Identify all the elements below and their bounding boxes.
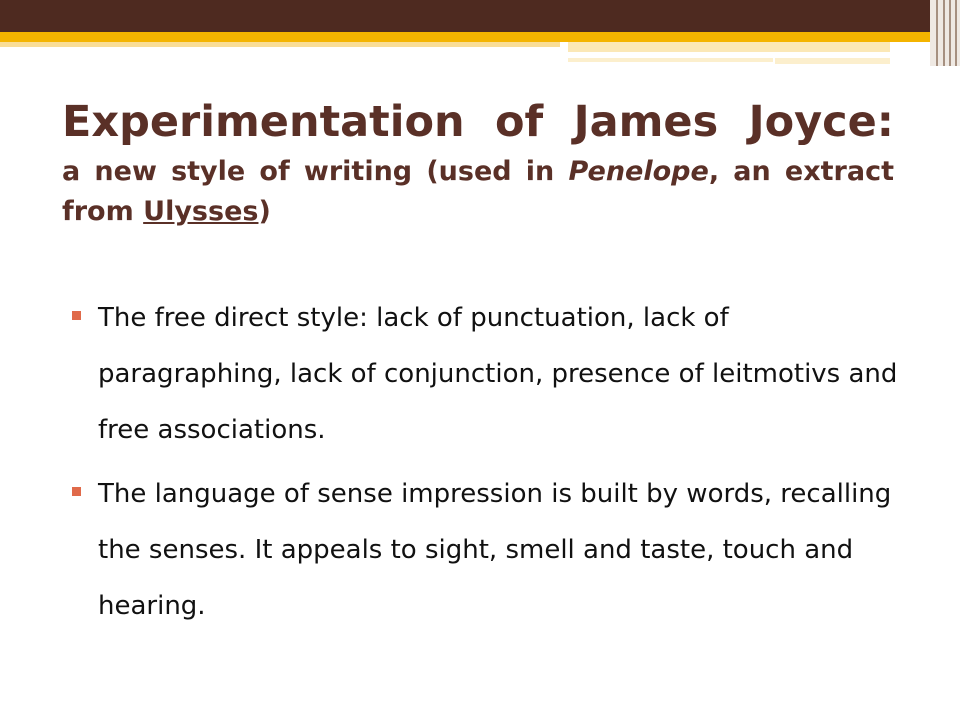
- bullet-text: The free direct style: lack of punctuation, lack of paragraphing, lack of conjunction, presence of leitmotivs and free associations.: [98, 303, 898, 445]
- header-band-dark: [0, 0, 930, 32]
- subtitle-text-2: , an extract from: [62, 156, 894, 227]
- title-main: Experimentation of James Joyce:: [62, 97, 894, 147]
- subtitle-italic-penelope: Penelope: [568, 156, 709, 187]
- bullet-item: [72, 290, 902, 458]
- subtitle-text-3: ): [258, 196, 271, 227]
- bullet-text: The language of sense impression is built by words, recalling the senses. It appeals to sight, smell and taste, touch and hearing.: [98, 479, 892, 621]
- header-band-pale: [0, 42, 560, 47]
- header-band-pale-short: [775, 58, 890, 64]
- header-band-pale-thin: [568, 58, 773, 62]
- slide-title: [62, 92, 894, 232]
- square-bullet-icon: [72, 311, 81, 320]
- subtitle-text-1: a new style of writing (used in: [62, 156, 569, 187]
- subtitle-underlined-ulysses: Ulysses: [143, 196, 259, 227]
- header-band-gold: [0, 32, 930, 42]
- bullet-list: [72, 290, 902, 642]
- header-band-pale-right: [568, 42, 890, 52]
- title-subtitle: [62, 152, 894, 232]
- square-bullet-icon: [72, 487, 81, 496]
- bullet-item: [72, 466, 902, 634]
- corner-stripes: [930, 0, 960, 66]
